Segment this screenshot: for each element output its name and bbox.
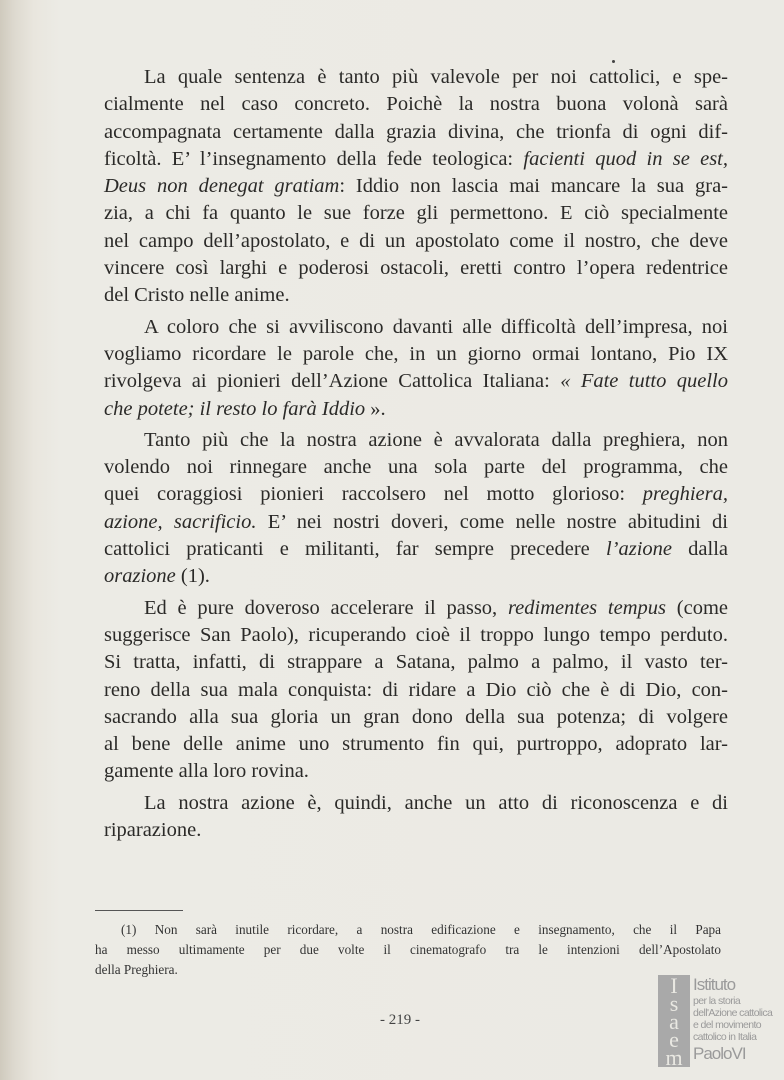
text-line (104, 563, 728, 590)
paragraph (104, 64, 728, 310)
text-segment: rivolgeva ai pionieri dell’Azione Cattolica Italiana: (104, 370, 561, 393)
footnote-line (95, 940, 721, 960)
text-segment: La nostra azione è, quindi, anche un atto di riconoscenza e di (144, 791, 728, 814)
text-line (104, 368, 728, 395)
text-line (104, 119, 728, 146)
text-line (104, 282, 728, 309)
logo-line: dell'Azione cattolica (693, 1007, 773, 1019)
text-segment: accompagnata certamente dalla grazia divina, che trionfa di ogni dif- (104, 120, 728, 143)
ink-speck (612, 60, 615, 63)
text-line (104, 817, 728, 844)
text-segment: quei coraggiosi pionieri raccolsero nel motto glorioso: (104, 483, 643, 506)
logo-line: cattolico in Italia (693, 1031, 757, 1043)
text-line (104, 454, 728, 481)
text-line (104, 622, 728, 649)
text-line (104, 228, 728, 255)
body-text (104, 64, 728, 848)
footnote (95, 920, 721, 980)
text-line (104, 758, 728, 785)
paragraph (104, 595, 728, 786)
text-line (104, 677, 728, 704)
italic-text: azione, sacrificio. (104, 510, 257, 533)
text-line (104, 427, 728, 454)
text-line (104, 509, 728, 536)
footnote-rule (95, 910, 183, 911)
italic-text: l’azione (605, 538, 672, 561)
footnote-line (95, 920, 721, 940)
paragraph (104, 790, 728, 845)
text-line (104, 790, 728, 817)
logo-letters: I s a e m (658, 975, 690, 1067)
text-segment: ». (365, 397, 386, 420)
text-line (104, 91, 728, 118)
logo-line: e del movimento (693, 1019, 762, 1031)
text-segment: del Cristo nelle anime. (104, 284, 290, 307)
text-segment: A coloro che si avviliscono davanti alle difficoltà dell’impresa, noi (144, 315, 728, 338)
text-segment: ficoltà. E’ l’insegnamento della fede teologica: (104, 147, 524, 170)
text-segment: riparazione. (104, 819, 202, 842)
text-line (104, 173, 728, 200)
italic-text: facienti quod in se est, (523, 147, 729, 170)
text-line (104, 649, 728, 676)
text-segment: Tanto più che la nostra azione è avvalorata dalla preghiera, non (144, 428, 728, 451)
text-segment: vogliamo ricordare le parole che, in un giorno ormai lontano, Pio IX (104, 342, 728, 365)
text-segment: (1) Non sarà inutile ricordare, a nostra edificazione e insegnamento, che il Papa (121, 922, 721, 937)
text-segment: nel campo dell’apostolato, e di un apostolato come il nostro, che deve (104, 229, 728, 252)
text-segment: della Preghiera. (95, 962, 178, 977)
text-segment: suggerisce San Paolo), ricuperando cioè il troppo lungo tempo perduto. (104, 623, 728, 646)
text-segment: cialmente nel caso concreto. Poichè la nostra buona volonà sarà (104, 93, 728, 116)
paragraph (104, 427, 728, 591)
text-segment: gamente alla loro rovina. (104, 760, 309, 783)
text-segment: La quale sentenza è tanto più valevole per noi cattolici, e spe- (144, 66, 728, 88)
text-line (104, 314, 728, 341)
text-line (104, 481, 728, 508)
text-line (104, 731, 728, 758)
italic-text: orazione (104, 565, 176, 588)
italic-text: « Fate tutto quello (560, 370, 728, 393)
logo-line: PaoloVI (693, 1044, 746, 1063)
italic-text: preghiera, (642, 483, 728, 506)
italic-text: redimentes tempus (507, 596, 667, 619)
text-segment: (1). (175, 565, 210, 588)
paragraph (104, 314, 728, 423)
page-number: - 219 - (380, 1012, 420, 1028)
isacem-watermark-logo (658, 973, 778, 1070)
text-line (104, 595, 728, 622)
text-segment: cattolici praticanti e militanti, far sempre precedere (104, 538, 606, 561)
text-line (104, 396, 728, 423)
text-segment: vincere così larghi e poderosi ostacoli, eretti contro l’opera redentrice (104, 257, 728, 280)
italic-text: Deus non denegat gratiam (104, 175, 340, 198)
logo-line: per la storia (693, 995, 741, 1007)
text-segment: reno della sua mala conquista: di ridare a Dio ciò che è di Dio, con- (104, 678, 728, 701)
text-segment: (come (666, 596, 729, 619)
text-segment: dalla (671, 538, 728, 561)
text-segment: sacrando alla sua gloria un gran dono della sua potenza; di volgere (104, 705, 728, 728)
text-segment: volendo noi rinnegare anche una sola parte del programma, che (104, 456, 728, 479)
footnote-line (95, 960, 721, 980)
text-line (104, 64, 728, 91)
text-segment: zia, a chi fa quanto le sue forze gli permettono. E ciò specialmente (104, 202, 728, 225)
text-line (104, 704, 728, 731)
text-line (104, 255, 728, 282)
text-segment: al bene delle anime uno strumento fin qui, purtroppo, adoprato lar- (104, 733, 728, 756)
text-segment: E’ nei nostri doveri, come nelle nostre abitudini di (256, 510, 728, 533)
text-line (104, 341, 728, 368)
text-line (104, 536, 728, 563)
italic-text: che potete; il resto lo farà Iddio (104, 397, 366, 420)
logo-line: Istituto (693, 975, 736, 994)
text-segment: : Iddio non lascia mai mancare la sua gra- (339, 175, 728, 198)
text-line (104, 146, 728, 173)
text-segment: Ed è pure doveroso accelerare il passo, (144, 596, 508, 619)
text-segment: Si tratta, infatti, di strappare a Satana, palmo a palmo, il vasto ter- (104, 651, 728, 674)
text-segment: ha messo ultimamente per due volte il cinematografo tra le intenzioni dell’Apostolato (95, 942, 721, 957)
text-line (104, 200, 728, 227)
